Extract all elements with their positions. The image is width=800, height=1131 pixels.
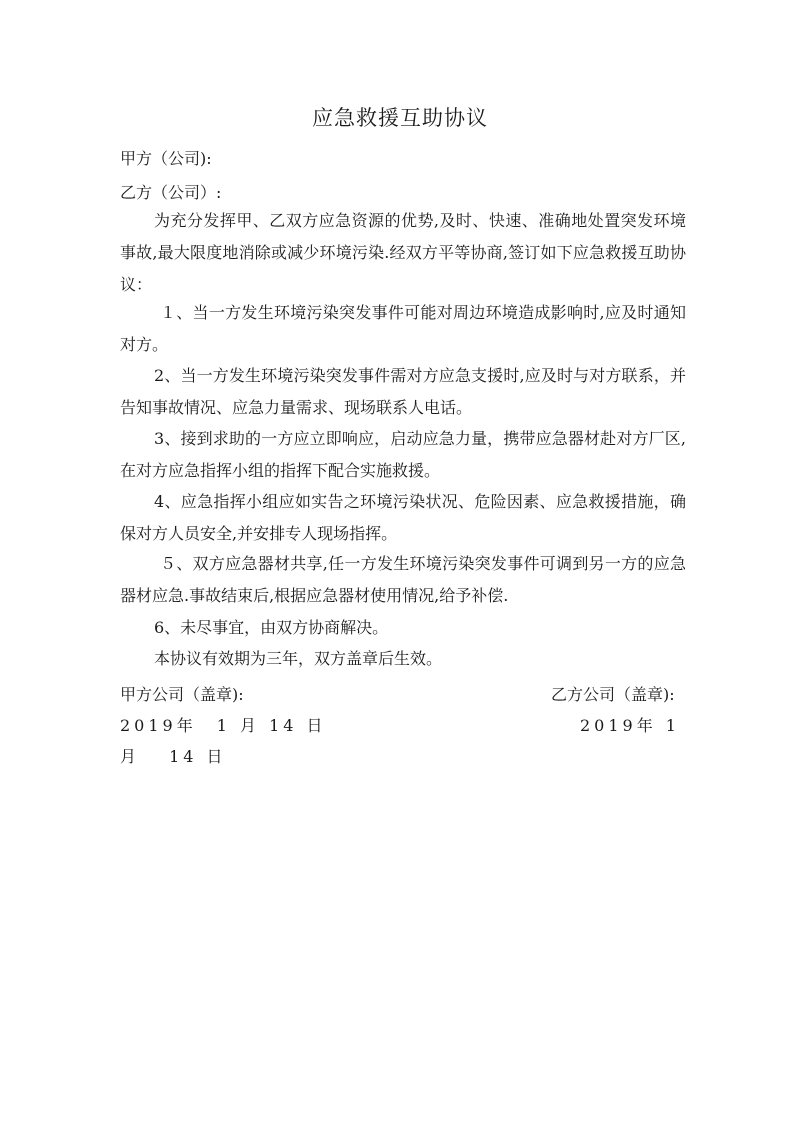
intro-paragraph: 为充分发挥甲、乙双方应急资源的优势,及时、快速、准确地处置突发环境事故,最大限度地消除或减少环境污染.经双方平等协商,签订如下应急救援互助协议：	[120, 211, 686, 294]
party-b-line: 乙方（公司）:	[120, 183, 222, 202]
date-party-a: 2019年 1 月 14 日	[120, 716, 327, 735]
document-title: 应急救援互助协议	[312, 106, 488, 130]
party-a-line: 甲方（公司):	[120, 149, 212, 168]
clause-4: 4、应急指挥小组应如实告之环境污染状况、危险因素、应急救援措施，确保对方人员安全,并安排专人现场指挥。	[120, 492, 686, 543]
date-party-b-continued: 月 14 日	[120, 747, 227, 766]
clause-6: 6、未尽事宜，由双方协商解决。	[154, 618, 389, 637]
date-party-b: 2019年 1	[580, 716, 680, 735]
clause-1: １、当一方发生环境污染突发事件可能对周边环境造成影响时,应及时通知对方。	[120, 303, 686, 354]
signature-party-a: 甲方公司（盖章):	[120, 685, 244, 704]
clause-2: 2、当一方发生环境污染突发事件需对方应急支援时,应及时与对方联系，并告知事故情况、应急力量需求、现场联系人电话。	[120, 366, 686, 417]
signature-party-b: 乙方公司（盖章):	[551, 685, 675, 704]
clause-5: ５、双方应急器材共享,任一方发生环境污染突发事件可调到另一方的应急器材应急.事故结束后,根据应急器材使用情况,给予补偿.	[120, 554, 686, 605]
clause-3: 3、接到求助的一方应立即响应，启动应急力量，携带应急器材赴对方厂区,在对方应急指挥小组的指挥下配合实施救援。	[120, 429, 686, 480]
validity-paragraph: 本协议有效期为三年，双方盖章后生效。	[154, 649, 443, 668]
